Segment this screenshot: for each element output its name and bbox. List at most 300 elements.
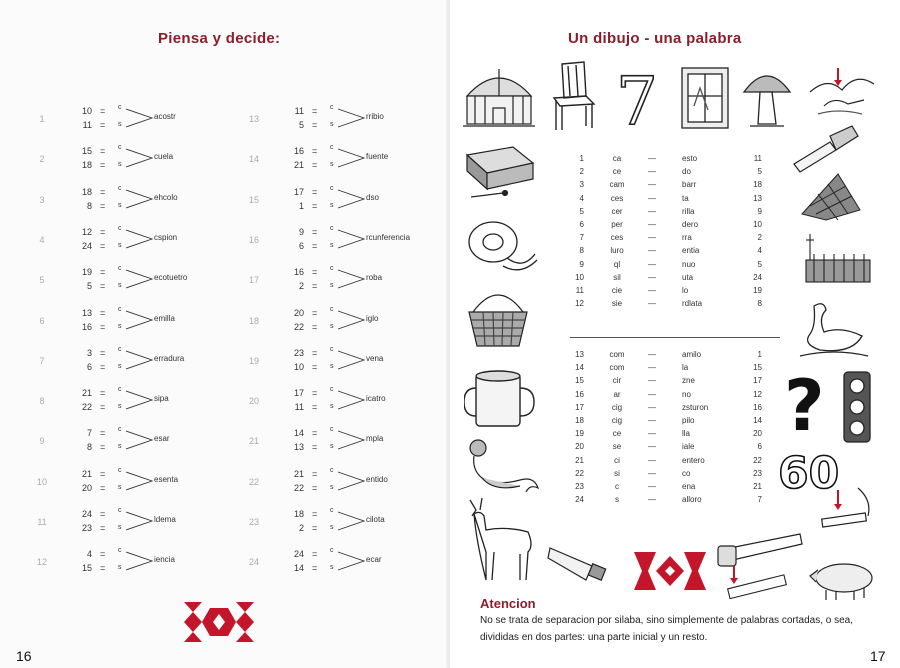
swan-icon xyxy=(796,296,872,360)
equals-sign: = xyxy=(312,388,318,399)
c-label: s xyxy=(330,443,334,451)
c-label: s xyxy=(118,483,122,491)
row-number: 17 xyxy=(575,402,584,412)
row-value: 8 xyxy=(757,299,762,309)
cigarette-icon xyxy=(818,486,878,530)
syllable-start: cer xyxy=(611,206,623,216)
bracket-icon xyxy=(124,549,156,573)
syllable-start: cig xyxy=(611,402,623,412)
c-label: s xyxy=(330,564,334,572)
bracket-icon xyxy=(336,509,368,533)
equals-sign: = xyxy=(312,146,318,157)
exercise-number: 10 xyxy=(36,476,47,487)
c-label: c xyxy=(118,426,122,434)
table-row xyxy=(570,429,770,441)
equals-sign: = xyxy=(312,160,318,171)
ornament-icon xyxy=(182,598,256,646)
table-row xyxy=(570,482,770,494)
syllable-end: zsturon xyxy=(682,402,709,412)
row-value: 17 xyxy=(753,376,762,386)
c-label: s xyxy=(118,121,122,128)
word-fragment: cspion xyxy=(154,232,178,242)
exercise-number-a: 17 xyxy=(293,388,304,399)
c-label: c xyxy=(118,144,122,152)
word-fragment: iencia xyxy=(154,555,175,565)
syllable-start: luro xyxy=(610,246,624,256)
ornament-icon xyxy=(632,548,708,594)
svg-text:7: 7 xyxy=(616,64,658,132)
word-fragment: ehcolo xyxy=(154,192,178,202)
equals-sign: = xyxy=(100,200,106,211)
exercise-number-b: 11 xyxy=(294,402,304,413)
word-fragment: emilla xyxy=(154,313,175,323)
row-number: 12 xyxy=(575,299,584,309)
cigarette-icon xyxy=(720,566,796,602)
row-value: 20 xyxy=(753,429,762,439)
row-value: 10 xyxy=(753,220,762,229)
word-fragment: rribio xyxy=(366,112,384,121)
dash: — xyxy=(648,350,656,359)
row-value: 19 xyxy=(753,286,762,295)
syllable-start: cig xyxy=(611,416,623,425)
equals-sign: = xyxy=(100,146,106,157)
exercise-number-a: 14 xyxy=(293,428,304,439)
table-row xyxy=(570,154,770,166)
equals-sign: = xyxy=(312,307,318,318)
exercise-number-a: 9 xyxy=(298,226,304,237)
c-label: c xyxy=(118,466,122,474)
c-label: c xyxy=(330,224,334,232)
exercise-number-b: 14 xyxy=(293,563,304,574)
equals-sign: = xyxy=(100,428,106,439)
exercise-number: 14 xyxy=(248,154,259,165)
equals-sign: = xyxy=(100,563,106,574)
word-fragment: erradura xyxy=(154,353,185,363)
circus-tent-icon xyxy=(461,66,537,130)
row-value: 22 xyxy=(753,455,762,465)
equals-sign: = xyxy=(312,267,318,278)
c-label: c xyxy=(118,507,122,514)
syllable-start: ci xyxy=(614,455,620,465)
table-row xyxy=(570,403,770,415)
row-number: 20 xyxy=(575,442,584,452)
row-number: 10 xyxy=(575,272,584,282)
syllable-end: entia xyxy=(682,246,700,256)
equals-sign: = xyxy=(100,468,106,479)
bracket-icon xyxy=(336,308,368,332)
row-number: 1 xyxy=(579,154,584,163)
row-number: 21 xyxy=(575,455,584,465)
dash: — xyxy=(648,402,656,412)
exercise-number-a: 24 xyxy=(81,509,92,519)
word-fragment: acostr xyxy=(154,112,176,121)
equals-sign: = xyxy=(312,563,318,574)
row-number: 8 xyxy=(579,246,584,256)
syllable-start: c xyxy=(615,482,619,491)
number-seven-icon xyxy=(612,64,666,132)
page-title: Un dibujo - una palabra xyxy=(568,30,742,47)
c-label: c xyxy=(118,345,122,353)
row-number: 24 xyxy=(575,495,584,505)
exercise-number-b: 5 xyxy=(86,281,92,292)
word-fragment: esar xyxy=(154,434,170,444)
exercise-number-b: 5 xyxy=(298,120,304,130)
row-value: 11 xyxy=(753,154,762,163)
c-label: c xyxy=(118,224,122,232)
c-label: c xyxy=(330,265,334,273)
syllable-start: com xyxy=(609,350,625,359)
bracket-icon xyxy=(336,267,368,291)
row-value: 9 xyxy=(757,206,762,216)
table-row xyxy=(570,456,770,468)
exercise-number-b: 18 xyxy=(81,160,92,171)
row-value: 4 xyxy=(757,246,762,256)
syllable-start: cir xyxy=(612,376,622,386)
c-label: s xyxy=(330,483,334,491)
syllable-end: alloro xyxy=(682,495,702,505)
exercise-number: 20 xyxy=(248,396,259,407)
c-label: c xyxy=(330,466,334,474)
exercise-number-a: 16 xyxy=(293,146,304,157)
dash: — xyxy=(648,299,656,309)
c-label: c xyxy=(118,547,122,555)
exercise-number-b: 13 xyxy=(293,442,304,453)
equals-sign: = xyxy=(312,482,318,493)
bracket-icon xyxy=(124,388,156,412)
equals-sign: = xyxy=(100,442,106,453)
exercise-number-a: 3 xyxy=(86,347,92,358)
equals-sign: = xyxy=(100,281,106,292)
c-label: s xyxy=(330,322,334,330)
tube-icon xyxy=(546,540,612,586)
syllable-start: com xyxy=(609,363,625,373)
c-label: c xyxy=(330,184,334,192)
bracket-icon xyxy=(336,469,368,493)
dash: — xyxy=(648,416,656,425)
word-fragment: roba xyxy=(366,273,383,283)
row-number: 19 xyxy=(575,429,584,439)
equals-sign: = xyxy=(100,226,106,237)
c-label: c xyxy=(118,265,122,273)
syllable-end: rra xyxy=(682,233,692,243)
row-number: 15 xyxy=(575,376,584,386)
equals-sign: = xyxy=(312,361,318,372)
exercise-number: 18 xyxy=(248,315,259,326)
checkered-sheet-icon xyxy=(798,170,864,224)
row-value: 5 xyxy=(757,167,762,177)
c-label: s xyxy=(330,161,334,169)
church-fence-icon xyxy=(800,228,874,288)
row-number: 9 xyxy=(579,259,584,269)
mermaid-icon xyxy=(464,436,542,502)
equals-sign: = xyxy=(312,240,318,251)
syllable-start: ces xyxy=(610,233,624,243)
syllable-end: lla xyxy=(682,429,691,439)
syllable-end: co xyxy=(682,468,691,478)
row-value: 18 xyxy=(753,180,762,190)
exercise-number-a: 20 xyxy=(293,307,304,318)
dash: — xyxy=(648,376,656,386)
bracket-icon xyxy=(336,146,368,170)
equals-sign: = xyxy=(100,120,106,130)
equals-sign: = xyxy=(312,549,318,560)
c-label: s xyxy=(330,241,334,249)
word-fragment: cuela xyxy=(154,152,174,162)
syllable-end: pilo xyxy=(682,416,695,425)
basket-icon xyxy=(463,282,533,352)
row-number: 5 xyxy=(579,206,584,216)
exercise-number-a: 7 xyxy=(86,428,92,439)
table-row xyxy=(570,207,770,219)
syllable-start: sil xyxy=(613,272,621,282)
syllable-start: s xyxy=(615,495,619,505)
exercise-number: 12 xyxy=(36,557,47,568)
exercise-number: 1 xyxy=(39,114,45,124)
syllable-start: ces xyxy=(610,193,624,203)
row-number: 3 xyxy=(579,180,584,190)
bracket-icon xyxy=(124,469,156,493)
word-fragment: icatro xyxy=(366,394,386,404)
equals-sign: = xyxy=(312,281,318,292)
equals-sign: = xyxy=(312,402,318,413)
syllable-start: ar xyxy=(613,389,621,399)
bracket-icon xyxy=(124,428,156,452)
c-label: c xyxy=(118,386,122,394)
bracket-icon xyxy=(336,106,368,130)
exercise-number: 23 xyxy=(248,517,259,527)
c-label: c xyxy=(118,305,122,313)
row-value: 24 xyxy=(753,272,762,282)
c-label: s xyxy=(118,322,122,330)
c-label: s xyxy=(118,524,122,531)
word-fragment: cilota xyxy=(366,515,385,524)
dash: — xyxy=(648,495,656,505)
syllable-end: no xyxy=(682,389,691,399)
exercise-number-b: 8 xyxy=(86,200,92,211)
page-number: 17 xyxy=(870,648,886,664)
window-icon xyxy=(678,66,732,132)
tape-roll-icon xyxy=(463,214,541,278)
syllable-start: sie xyxy=(611,299,623,309)
equals-sign: = xyxy=(100,240,106,251)
bracket-icon xyxy=(124,187,156,211)
exercise-number-a: 17 xyxy=(293,186,304,197)
table-row xyxy=(570,273,770,285)
c-label: s xyxy=(118,403,122,411)
row-value: 2 xyxy=(757,233,762,243)
syllable-end: iale xyxy=(682,442,695,452)
equals-sign: = xyxy=(312,442,318,453)
syllable-start: cam xyxy=(609,180,625,190)
chair-icon xyxy=(548,60,598,132)
exercise-number: 11 xyxy=(37,517,47,527)
row-number: 11 xyxy=(575,286,584,295)
c-label: s xyxy=(118,161,122,169)
bracket-icon xyxy=(336,388,368,412)
c-label: c xyxy=(330,305,334,313)
mushroom-icon xyxy=(740,66,794,130)
syllable-end: ena xyxy=(682,482,696,491)
seagull-icon xyxy=(804,62,878,120)
exercise-number-b: 6 xyxy=(298,240,304,251)
word-fragment: sipa xyxy=(154,394,169,404)
equals-sign: = xyxy=(100,186,106,197)
word-fragment: ldema xyxy=(154,515,176,524)
brush-icon xyxy=(790,120,860,174)
exercise-number: 8 xyxy=(39,396,45,407)
row-value: 14 xyxy=(753,416,762,425)
exercise-number: 19 xyxy=(248,355,259,366)
exercise-number-a: 23 xyxy=(293,347,304,358)
dash: — xyxy=(648,468,656,478)
dash: — xyxy=(648,455,656,465)
equals-sign: = xyxy=(312,321,318,332)
word-fragment: entido xyxy=(366,474,388,484)
exercise-number: 5 xyxy=(39,275,45,286)
bracket-icon xyxy=(124,348,156,372)
bracket-icon xyxy=(124,106,156,130)
table-row xyxy=(570,363,770,375)
row-number: 2 xyxy=(579,167,584,177)
equals-sign: = xyxy=(312,120,318,130)
exercise-number-b: 15 xyxy=(81,563,92,574)
dash: — xyxy=(648,442,656,452)
exercise-number-a: 12 xyxy=(81,226,92,237)
c-label: c xyxy=(330,507,334,514)
exercise-number-b: 8 xyxy=(86,442,92,453)
equals-sign: = xyxy=(100,307,106,318)
dash: — xyxy=(648,206,656,216)
dash: — xyxy=(648,482,656,491)
exercise-number-b: 10 xyxy=(293,361,304,372)
exercise-number-b: 6 xyxy=(86,361,92,372)
equals-sign: = xyxy=(312,186,318,197)
syllable-end: rilla xyxy=(682,206,695,216)
exercise-number: 2 xyxy=(39,154,45,165)
word-fragment: dso xyxy=(366,192,379,202)
bracket-icon xyxy=(336,187,368,211)
dash: — xyxy=(648,193,656,203)
c-label: s xyxy=(118,362,122,370)
c-label: s xyxy=(118,282,122,290)
row-value: 12 xyxy=(753,389,762,399)
equals-sign: = xyxy=(100,267,106,278)
equals-sign: = xyxy=(100,482,106,493)
exercise-number-a: 21 xyxy=(81,388,92,399)
table-row xyxy=(570,194,770,206)
exercise-number-b: 22 xyxy=(81,402,92,413)
bracket-icon xyxy=(336,348,368,372)
table-row xyxy=(570,390,770,402)
equals-sign: = xyxy=(100,160,106,171)
syllable-start: ql xyxy=(613,259,621,269)
syllable-end: rdlata xyxy=(682,299,703,309)
c-label: s xyxy=(118,564,122,572)
c-label: s xyxy=(330,362,334,370)
c-label: c xyxy=(330,386,334,394)
row-number: 22 xyxy=(575,468,584,478)
c-label: c xyxy=(330,426,334,434)
syllable-end: lo xyxy=(682,286,689,295)
table-row xyxy=(570,469,770,481)
equals-sign: = xyxy=(100,361,106,372)
exercise-number-b: 23 xyxy=(81,523,92,533)
syllable-start: cie xyxy=(611,286,623,295)
syllable-end: zne xyxy=(682,376,695,386)
exercise-number: 24 xyxy=(248,557,259,568)
word-fragment: fuente xyxy=(366,152,389,162)
dash: — xyxy=(648,220,656,229)
equals-sign: = xyxy=(312,428,318,439)
table-row xyxy=(570,350,770,362)
bracket-icon xyxy=(124,227,156,251)
deer-icon xyxy=(462,496,540,582)
table-row xyxy=(570,376,770,388)
bracket-icon xyxy=(336,549,368,573)
syllable-end: barr xyxy=(682,180,697,190)
c-label: c xyxy=(330,144,334,152)
row-number: 14 xyxy=(575,363,584,373)
exercise-number-b: 2 xyxy=(298,523,304,533)
dash: — xyxy=(648,180,656,190)
exercise-number-a: 24 xyxy=(293,549,304,560)
exercise-number-b: 11 xyxy=(82,120,92,130)
row-value: 6 xyxy=(757,442,762,452)
syllable-start: se xyxy=(612,442,622,452)
c-label: c xyxy=(330,345,334,353)
exercise-number-a: 11 xyxy=(294,106,304,116)
dash: — xyxy=(648,286,656,295)
equals-sign: = xyxy=(312,509,318,519)
equals-sign: = xyxy=(312,523,318,533)
table-divider xyxy=(570,337,780,338)
sixty-icon: 60 xyxy=(778,448,840,499)
exercise-number-a: 10 xyxy=(81,106,92,116)
exercise-number: 22 xyxy=(248,476,259,487)
dash: — xyxy=(648,246,656,256)
word-fragment: rcunferencia xyxy=(366,232,411,242)
syllable-start: ca xyxy=(612,154,622,163)
word-fragment: mpla xyxy=(366,434,384,444)
table-row xyxy=(570,416,770,428)
exercise-number-a: 18 xyxy=(81,186,92,197)
row-number: 18 xyxy=(575,416,584,425)
syllable-start: si xyxy=(614,468,620,478)
table-row xyxy=(570,167,770,179)
syllable-end: ta xyxy=(682,193,689,203)
exercise-number: 4 xyxy=(39,234,45,245)
equals-sign: = xyxy=(100,509,106,519)
exercise-number-b: 20 xyxy=(81,482,92,493)
dash: — xyxy=(648,272,656,282)
exercise-number-b: 16 xyxy=(81,321,92,332)
exercise-number-a: 21 xyxy=(293,468,304,479)
syllable-end: dero xyxy=(682,220,699,229)
word-fragment: iglo xyxy=(366,313,379,323)
syllable-start: ce xyxy=(612,429,622,439)
exercise-number-b: 22 xyxy=(293,482,304,493)
exercise-number-a: 4 xyxy=(86,549,92,560)
row-value: 16 xyxy=(753,402,762,412)
dash: — xyxy=(648,429,656,439)
equals-sign: = xyxy=(100,106,106,116)
equals-sign: = xyxy=(312,468,318,479)
c-label: c xyxy=(330,547,334,555)
equals-sign: = xyxy=(100,388,106,399)
equals-sign: = xyxy=(312,200,318,211)
pig-icon xyxy=(806,556,880,602)
dash: — xyxy=(648,167,656,177)
